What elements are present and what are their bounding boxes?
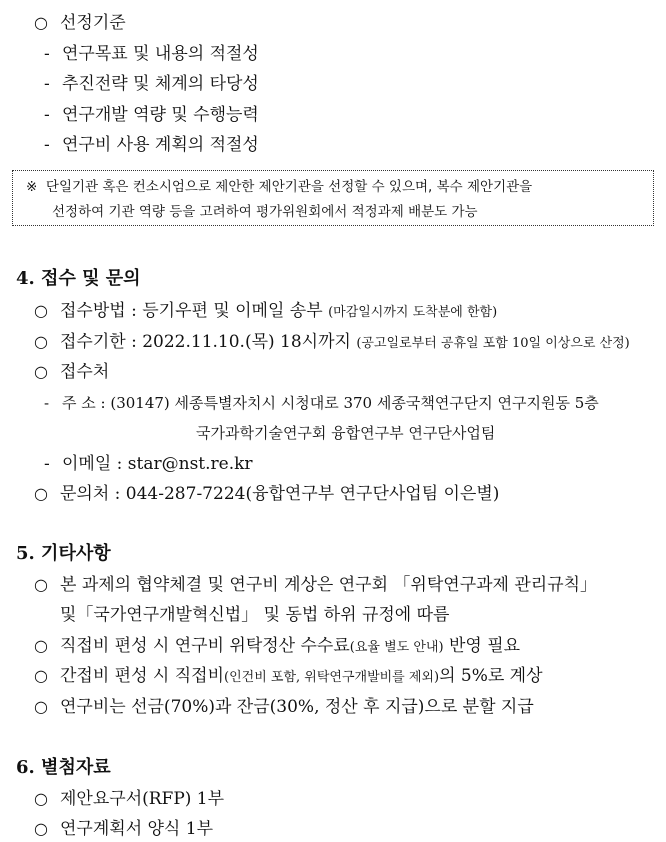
misc-item-3: ○ 간접비 편성 시 직접비(인건비 포함, 위탁연구개발비를 제외)의 5%로 계상 xyxy=(34,666,543,686)
dash-bullet: - xyxy=(44,135,50,155)
address-line-2: 국가과학기술연구회 융합연구부 연구단사업팀 xyxy=(196,424,496,442)
circle-bullet-icon: ○ xyxy=(34,789,48,808)
section-4-heading: 4. 접수 및 문의 xyxy=(16,268,141,289)
misc-item-2: ○ 직접비 편성 시 연구비 위탁정산 수수료(요율 별도 안내) 반영 필요 xyxy=(34,636,521,656)
circle-bullet-icon: ○ xyxy=(34,636,48,655)
criteria-title-line xyxy=(34,12,126,34)
dash-bullet: - xyxy=(44,44,50,64)
criteria-title: 선정기준 xyxy=(60,13,126,33)
address-line-1: - 주 소 : (30147) 세종특별자치시 시청대로 370 세종국책연구단지 연구지원동 5층 xyxy=(44,394,599,412)
dash-bullet: - xyxy=(44,394,50,412)
section-5-heading: 5. 기타사항 xyxy=(16,543,111,564)
criteria-item: - 연구목표 및 내용의 적절성 xyxy=(44,44,259,64)
circle-bullet-icon: ○ xyxy=(34,575,48,594)
misc-item-1-line-2: 및「국가연구개발혁신법」 및 동법 하위 규정에 따름 xyxy=(60,605,450,625)
circle-bullet-icon: ○ xyxy=(34,819,48,838)
note-line-2: 선정하여 기관 역량 등을 고려하여 평가위원회에서 적정과제 배분도 가능 xyxy=(52,204,478,220)
reference-mark-icon: ※ xyxy=(26,179,38,195)
misc-item-1-line-1: ○ 본 과제의 협약체결 및 연구비 계상은 연구회 「위탁연구과제 관리규칙」 xyxy=(34,575,598,595)
circle-bullet-icon: ○ xyxy=(34,332,48,351)
receipt-place: ○ 접수처 xyxy=(34,362,110,382)
attachment-item: ○ 연구계획서 양식 1부 xyxy=(34,819,213,839)
email-line: - 이메일 : star@nst.re.kr xyxy=(44,454,253,474)
criteria-item: - 연구개발 역량 및 수행능력 xyxy=(44,105,259,125)
circle-bullet-icon: ○ xyxy=(34,362,48,381)
receipt-deadline: ○ 접수기한 : 2022.11.10.(목) 18시까지 (공고일로부터 공휴일 포함 10일 이상으로 산정) xyxy=(34,332,630,352)
section-6-heading: 6. 별첨자료 xyxy=(16,757,111,778)
note-line-1: ※ 단일기관 혹은 컨소시엄으로 제안한 제안기관을 선정할 수 있으며, 복수 제안기관을 xyxy=(26,179,533,195)
circle-bullet-icon: ○ xyxy=(34,484,48,503)
dash-bullet: - xyxy=(44,454,50,474)
misc-item-4: ○ 연구비는 선금(70%)과 잔금(30%, 정산 후 지급)으로 분할 지급 xyxy=(34,697,534,717)
receipt-method: ○ 접수방법 : 등기우편 및 이메일 송부 (마감일시까지 도착분에 한함) xyxy=(34,301,498,321)
contact-line: ○ 문의처 : 044-287-7224(융합연구부 연구단사업팀 이은별) xyxy=(34,484,500,504)
criteria-item: - 연구비 사용 계획의 적절성 xyxy=(44,135,259,155)
dash-bullet: - xyxy=(44,74,50,94)
dash-bullet: - xyxy=(44,105,50,125)
criteria-item: - 추진전략 및 체계의 타당성 xyxy=(44,74,259,94)
circle-bullet-icon: ○ xyxy=(34,666,48,685)
circle-bullet-icon: ○ xyxy=(34,13,48,32)
circle-bullet-icon: ○ xyxy=(34,301,48,320)
attachment-item: ○ 제안요구서(RFP) 1부 xyxy=(34,789,225,809)
circle-bullet-icon: ○ xyxy=(34,697,48,716)
